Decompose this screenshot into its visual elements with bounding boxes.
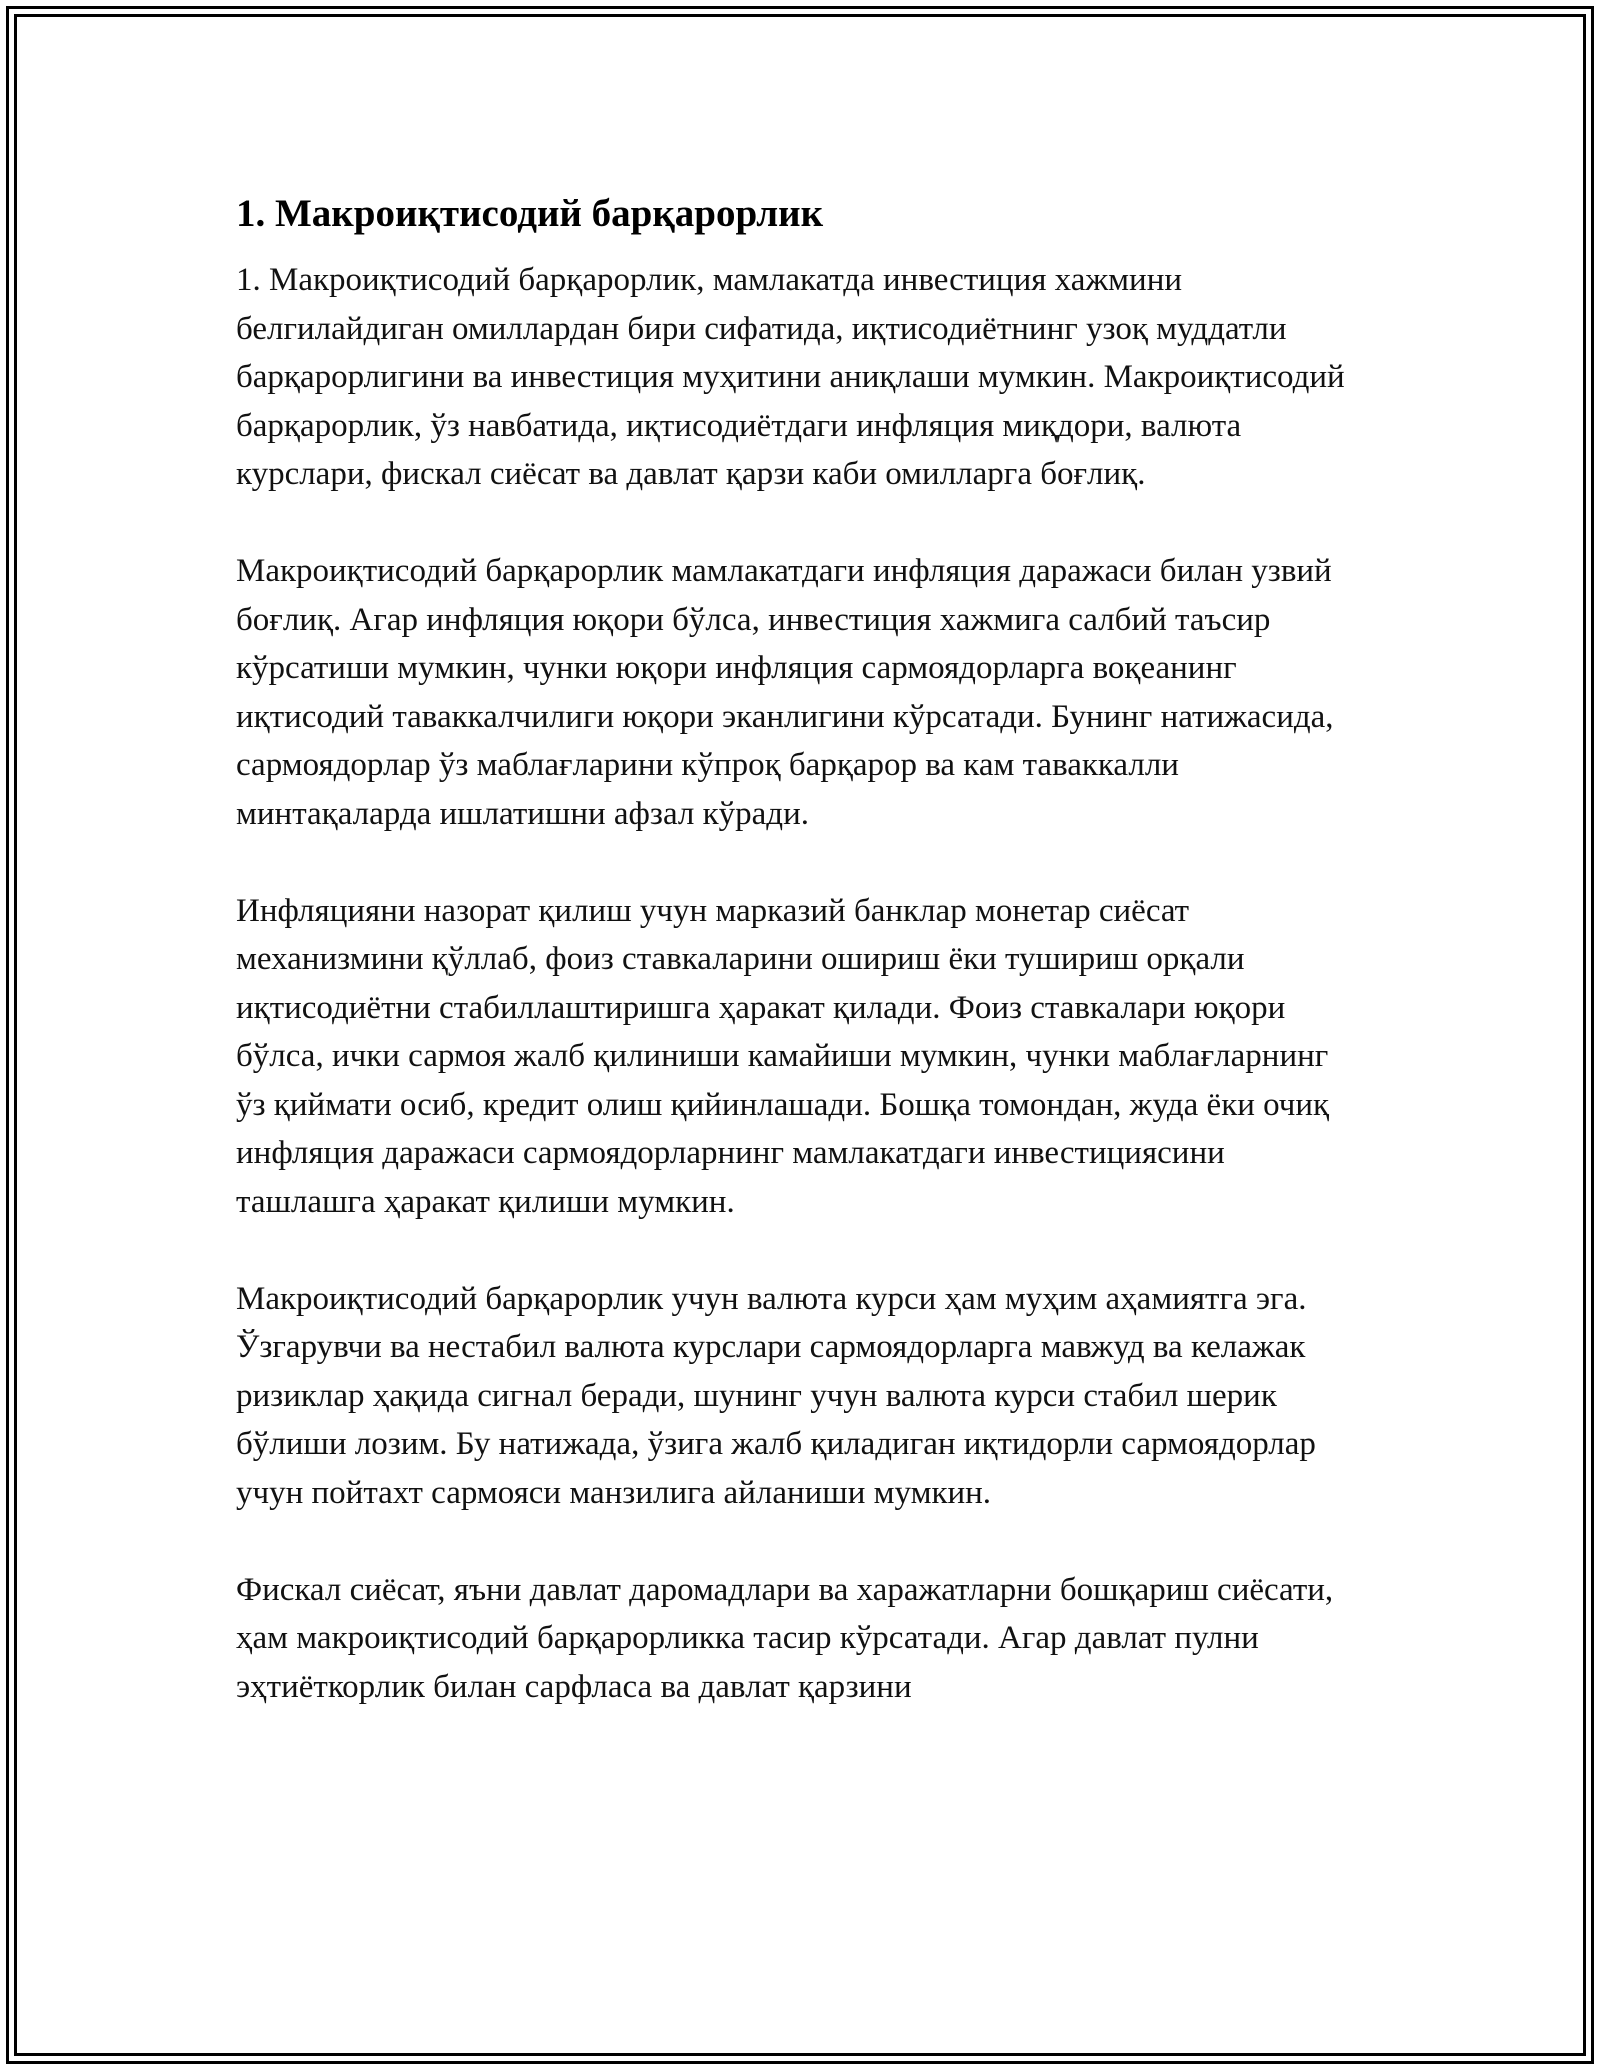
document-page <box>236 188 1366 1760</box>
paragraph-fiscal-policy: Фискал сиёсат, яъни давлат даромадлари ва харажатларни бошқариш сиёсати, ҳам макроиқтисодий барқарорликка тасир кўрсатади. Агар давлат пулни эҳтиёткорлик билан сарфласа ва давлат қарзини <box>236 1571 1334 1705</box>
paragraph-intro: 1. Макроиқтисодий барқарорлик, мамлакатда инвестиция хажмини белгилайдиган омиллардан бири сифатида, иқтисодиётнинг узоқ муддатли барқарорлигини ва инвестиция муҳитини аниқлаши мумкин. Макроиқтисодий барқарорлик, ўз навбатида, иқтисодиётдаги инфляция миқдори, валюта курслари, фискал сиёсат ва давлат қарзи каби омилларга боғлиқ. <box>236 262 1345 492</box>
paragraph-monetary-policy: Инфляцияни назорат қилиш учун марказий банклар монетар сиёсат механизмини қўллаб, фоиз ставкаларини ошириш ёки тушириш орқали иқтисодиётни стабиллаштиришга ҳаракат қилади. Фоиз ставкалари юқори бўлса, ички сармоя жалб қилиниши камайиши мумкин, чунки маблағларнинг ўз қиймати осиб, кредит олиш қийинлашади. Бошқа томондан, жуда ёки очиқ инфляция даражаси сармоядорларнинг мамлакатдаги инвестициясини ташлашга ҳаракат қилиши мумкин. <box>236 892 1330 1220</box>
paragraph-inflation: Макроиқтисодий барқарорлик мамлакатдаги инфляция даражаси билан узвий боғлиқ. Агар инфляция юқори бўлса, инвестиция хажмига салбий таъсир кўрсатиши мумкин, чунки юқори инфляция сармоядорларга воқеанинг иқтисодий таваккалчилиги юқори эканлигини кўрсатади. Бунинг натижасида, сармоядорлар ўз маблағларини кўпроқ барқарор ва кам таваккалли минтақаларда ишлатишни афзал кўради. <box>236 553 1334 832</box>
section-heading: 1. Макроиқтисодий барқарорлик <box>236 192 824 235</box>
paragraph-exchange-rate: Макроиқтисодий барқарорлик учун валюта курси ҳам муҳим аҳамиятга эга. Ўзгарувчи ва нестабил валюта курслари сармоядорларга мавжуд ва келажак ризиклар ҳақида сигнал беради, шунинг учун валюта курси стабил шерик бўлиши лозим. Бу натижада, ўзига жалб қиладиган иқтидорли сармоядорлар учун пойтахт сармояси манзилига айланиши мумкин. <box>236 1280 1316 1511</box>
